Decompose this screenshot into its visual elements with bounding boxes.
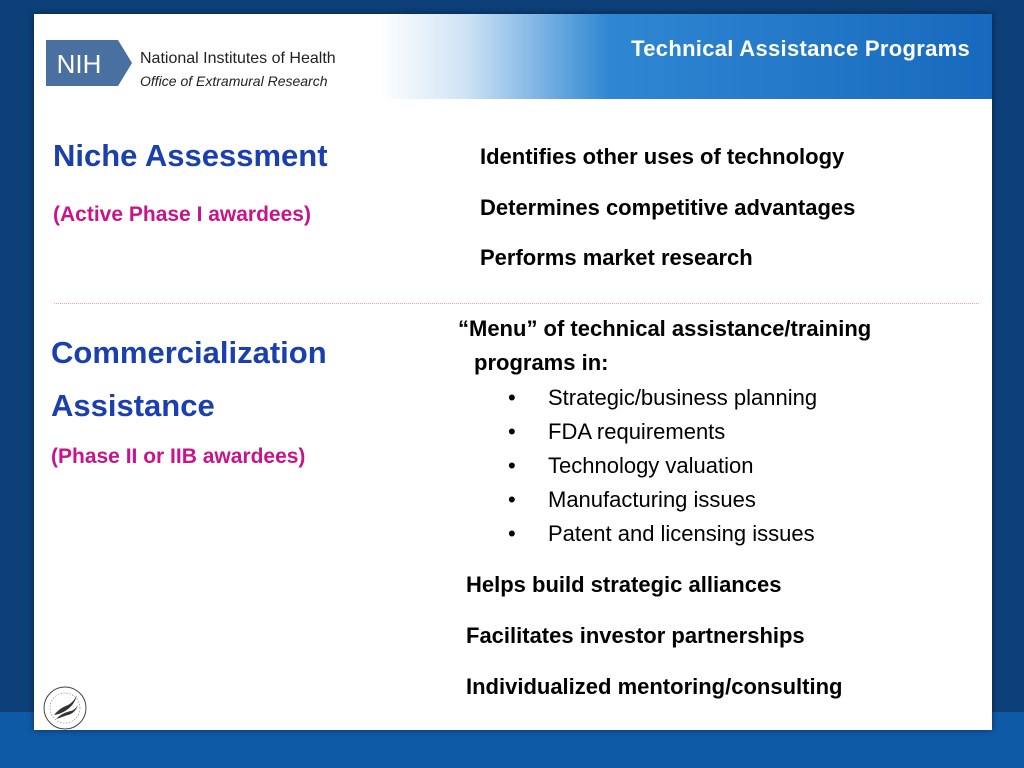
bullet-icon: • <box>508 487 516 512</box>
list-item <box>508 415 817 449</box>
bullet-text: Strategic/business planning <box>548 385 818 410</box>
niche-item-3: Performs market research <box>480 245 753 270</box>
list-item <box>508 483 817 517</box>
section-divider <box>54 303 979 304</box>
nih-logo-text: NIH <box>56 49 102 79</box>
service-item-2: Facilitates investor partnerships <box>466 623 805 648</box>
bullet-icon: • <box>508 385 516 410</box>
list-item <box>508 517 817 551</box>
slide <box>34 14 992 730</box>
hhs-seal-icon <box>42 685 88 730</box>
bullet-icon: • <box>508 419 516 444</box>
bullet-text: Technology valuation <box>548 453 754 478</box>
service-item-1: Helps build strategic alliances <box>466 572 782 597</box>
list-item <box>508 381 817 415</box>
commercialization-subheading: (Phase II or IIB awardees) <box>51 445 306 468</box>
org-name: National Institutes of Health <box>140 50 336 67</box>
menu-intro-line2: programs in: <box>474 350 609 375</box>
niche-heading: Niche Assessment <box>53 138 328 173</box>
niche-subheading: (Active Phase I awardees) <box>53 203 311 226</box>
bullet-icon: • <box>508 453 516 478</box>
commercialization-heading-line2: Assistance <box>51 388 215 423</box>
bullet-icon: • <box>508 521 516 546</box>
niche-item-2: Determines competitive advantages <box>480 195 856 220</box>
list-item <box>508 449 817 483</box>
header-bar <box>34 14 992 99</box>
menu-intro-line1: “Menu” of technical assistance/training <box>458 316 872 341</box>
service-item-3: Individualized mentoring/consulting <box>466 674 843 699</box>
bullet-text: FDA requirements <box>548 419 726 444</box>
commercialization-heading-line1: Commercialization <box>51 335 327 370</box>
slide-title: Technical Assistance Programs <box>631 36 970 61</box>
bullet-text: Patent and licensing issues <box>548 521 815 546</box>
nih-logo-icon <box>46 38 132 88</box>
bullet-text: Manufacturing issues <box>548 487 756 512</box>
office-name: Office of Extramural Research <box>140 73 328 89</box>
niche-item-1: Identifies other uses of technology <box>480 144 845 169</box>
topic-bullet-list <box>508 381 817 551</box>
